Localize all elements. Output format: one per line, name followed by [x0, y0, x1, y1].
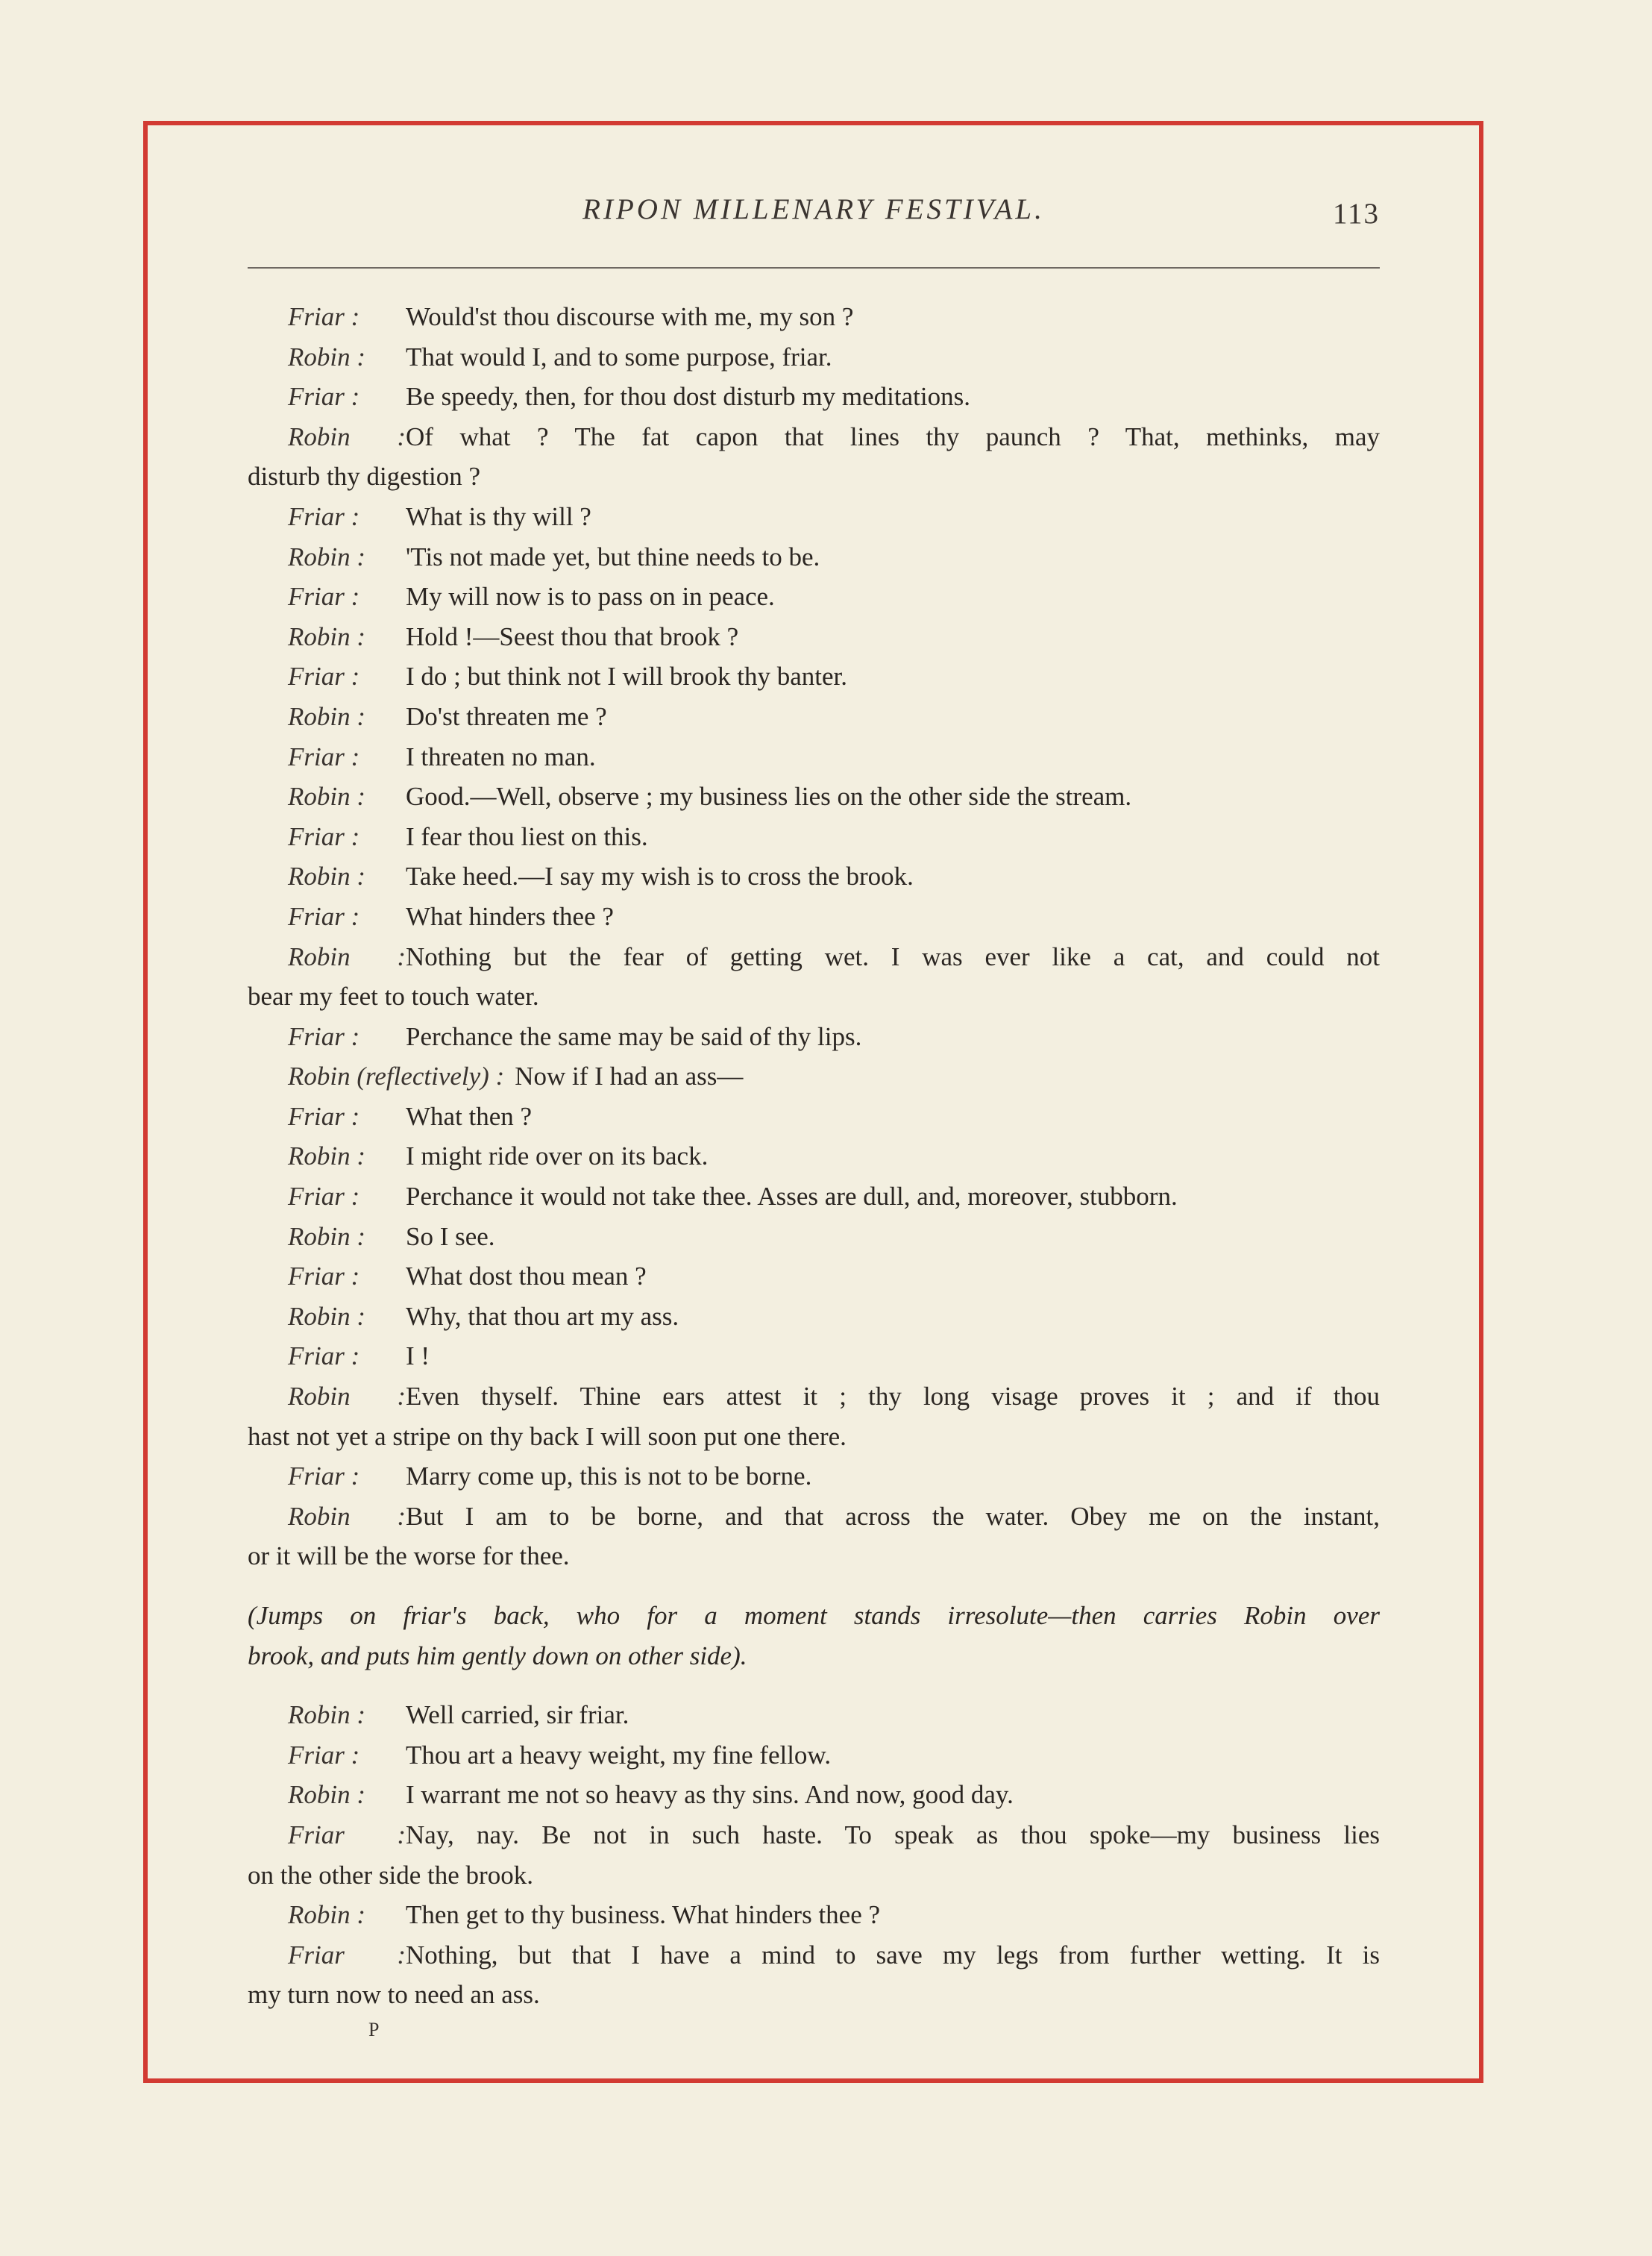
speech-text: Nothing, but that I have a mind to save my legs from further wetting. It is [406, 1940, 1380, 1970]
speech-text: I ! [406, 1341, 430, 1371]
speech-text: My will now is to pass on in peace. [406, 582, 775, 612]
page-header [248, 192, 1380, 237]
speech-line [248, 697, 1380, 737]
speech-text: Take heed.—I say my wish is to cross the brook. [406, 862, 914, 892]
speech-text: Perchance the same may be said of thy lips. [406, 1021, 862, 1051]
speaker-label: Friar : [288, 1820, 406, 1849]
speaker-label: Friar : [288, 1740, 360, 1770]
speech-line [248, 537, 1380, 577]
speaker-label: Friar : [288, 662, 360, 692]
speaker-label: Robin : [288, 542, 366, 571]
speech-line [248, 1815, 1380, 1855]
speech-text: What then ? [406, 1101, 533, 1131]
speech-line [248, 1456, 1380, 1497]
speaker-label: Robin : [288, 701, 366, 731]
speech-text: What dost thou mean ? [406, 1262, 647, 1291]
speaker-label: Robin : [288, 862, 366, 892]
dialogue-body [248, 297, 1380, 2015]
speech-line [248, 1056, 1380, 1097]
speech-line [248, 777, 1380, 817]
speaker-label: Friar : [288, 742, 360, 771]
speech-text: I do ; but think not I will brook thy banter. [406, 662, 848, 692]
speech-line [248, 617, 1380, 657]
speech-text: I threaten no man. [406, 742, 596, 771]
speech-line [248, 1176, 1380, 1217]
speaker-label: Friar : [288, 1461, 360, 1491]
speech-text: Of what ? The fat capon that lines thy paunch ? That, methinks, may [406, 422, 1380, 451]
speech-text: So I see. [406, 1221, 495, 1251]
speech-line [248, 297, 1380, 337]
speech-continuation: hast not yet a stripe on thy back I will soon put one there. [248, 1421, 847, 1451]
speaker-label: Robin : [288, 422, 406, 451]
speech-text: Thou art a heavy weight, my fine fellow. [406, 1740, 832, 1770]
speech-text: Would'st thou discourse with me, my son ? [406, 302, 854, 331]
speech-continuation: on the other side the brook. [248, 1860, 533, 1890]
speech-line [248, 337, 1380, 377]
speech-line [248, 1297, 1380, 1337]
speech-line [248, 937, 1380, 977]
speech-line [248, 1775, 1380, 1815]
stage-direction-line-2: brook, and puts him gently down on other side). [248, 1641, 747, 1670]
speech-text: Do'st threaten me ? [406, 701, 607, 731]
speech-text: Then get to thy business. What hinders thee ? [406, 1900, 881, 1930]
speaker-label: Robin : [288, 1141, 366, 1171]
speech-text: Well carried, sir friar. [406, 1700, 629, 1730]
speaker-label: Friar : [288, 821, 360, 851]
speech-line [248, 1256, 1380, 1297]
speech-line [248, 856, 1380, 897]
speech-line [248, 1695, 1380, 1735]
speech-text: 'Tis not made yet, but thine needs to be. [406, 542, 820, 571]
speech-text: What hinders thee ? [406, 901, 614, 931]
speaker-label: Robin : [288, 1501, 406, 1531]
speech-line [248, 497, 1380, 537]
speech-line [248, 1136, 1380, 1176]
speaker-label: Robin : [288, 342, 366, 372]
speech-text: Marry come up, this is not to be borne. [406, 1461, 812, 1491]
speaker-label: Friar : [288, 1341, 360, 1371]
speech-line [248, 577, 1380, 617]
speech-line [248, 1097, 1380, 1137]
speech-continuation: my turn now to need an ass. [248, 1980, 540, 2010]
speech-text: Good.—Well, observe ; my business lies on the other side the stream. [406, 782, 1132, 812]
speaker-label: Robin : [288, 621, 366, 651]
speech-line [248, 1935, 1380, 1975]
speech-text: Be speedy, then, for thou dost disturb my meditations. [406, 382, 970, 412]
speech-text: I warrant me not so heavy as thy sins. And now, good day. [406, 1780, 1014, 1810]
page-number: 113 [1332, 198, 1380, 230]
speech-text: Perchance it would not take thee. Asses are dull, and, moreover, stubborn. [406, 1182, 1178, 1212]
speech-continuation: bear my feet to touch water. [248, 982, 539, 1012]
speech-text: That would I, and to some purpose, friar. [406, 342, 832, 372]
speech-line [248, 1735, 1380, 1776]
speaker-label: Friar : [288, 501, 360, 531]
dialogue-block-1 [248, 297, 1380, 1576]
speaker-label: Robin (reflectively) : [288, 1062, 505, 1091]
speech-text: Now if I had an ass— [515, 1062, 744, 1091]
speech-line [248, 657, 1380, 697]
speech-line [248, 1895, 1380, 1935]
speech-text: Hold !—Seest thou that brook ? [406, 621, 739, 651]
running-title: RIPON MILLENARY FESTIVAL. [582, 193, 1045, 225]
speaker-label: Friar : [288, 1182, 360, 1212]
speech-text: Why, that thou art my ass. [406, 1301, 679, 1331]
signature-mark: P [368, 2019, 380, 2040]
speech-line [248, 1497, 1380, 1537]
speech-text: Nothing but the fear of getting wet. I was ever like a cat, and could not [406, 941, 1380, 971]
speaker-label: Friar : [288, 302, 360, 331]
speaker-label: Friar : [288, 1262, 360, 1291]
speaker-label: Friar : [288, 1021, 360, 1051]
speech-line [248, 737, 1380, 777]
speech-line [248, 1017, 1380, 1057]
speech-text: I fear thou liest on this. [406, 821, 648, 851]
speaker-label: Robin : [288, 941, 406, 971]
speaker-label: Friar : [288, 382, 360, 412]
speech-text: I might ride over on its back. [406, 1141, 709, 1171]
stage-direction-line-1: (Jumps on friar's back, who for a moment stands irresolute—then carries Robin over [248, 1601, 1380, 1630]
speaker-label: Robin : [288, 1700, 366, 1730]
speech-text: Even thyself. Thine ears attest it ; thy long visage proves it ; and if thou [406, 1382, 1380, 1411]
speech-line [248, 1376, 1380, 1417]
speaker-label: Friar : [288, 901, 360, 931]
speaker-label: Friar : [288, 1940, 406, 1970]
speech-text: But I am to be borne, and that across the water. Obey me on the instant, [406, 1501, 1380, 1531]
speaker-label: Robin : [288, 1382, 406, 1411]
speaker-label: Robin : [288, 1301, 366, 1331]
speech-text: Nay, nay. Be not in such haste. To speak as thou spoke—my business lies [406, 1820, 1380, 1849]
speech-line [248, 417, 1380, 457]
speech-line [248, 817, 1380, 857]
speaker-label: Friar : [288, 582, 360, 612]
dialogue-block-2 [248, 1695, 1380, 2015]
speech-line [248, 1336, 1380, 1376]
speaker-label: Robin : [288, 1221, 366, 1251]
speech-text: What is thy will ? [406, 501, 591, 531]
speech-continuation: or it will be the worse for thee. [248, 1541, 570, 1571]
speech-line [248, 897, 1380, 937]
speech-line [248, 377, 1380, 417]
speaker-label: Robin : [288, 1780, 366, 1810]
speaker-label: Robin : [288, 782, 366, 812]
speech-continuation: disturb thy digestion ? [248, 462, 481, 492]
speaker-label: Robin : [288, 1900, 366, 1930]
speaker-label: Friar : [288, 1101, 360, 1131]
header-rule [248, 267, 1380, 269]
speech-line [248, 1217, 1380, 1257]
